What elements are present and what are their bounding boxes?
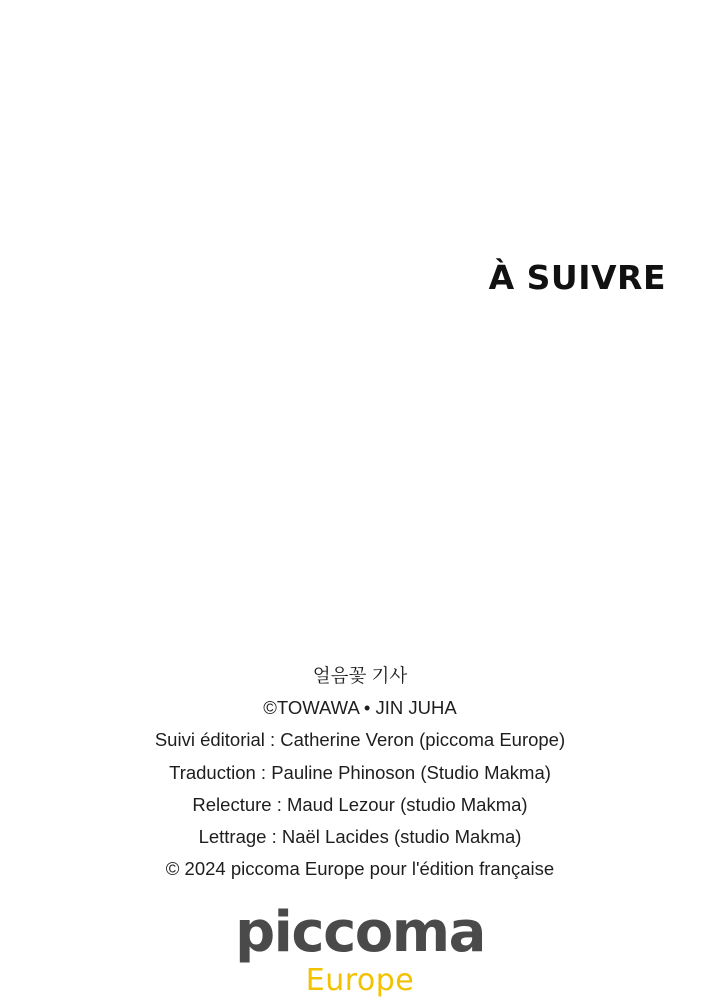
- to-be-continued-text: À SUIVRE: [488, 258, 666, 297]
- logo-subtitle: Europe: [305, 963, 415, 998]
- credit-lettering: Lettrage : Naël Lacides (studio Makma): [198, 825, 522, 847]
- credit-proofreading: Relecture : Maud Lezour (studio Makma): [192, 793, 528, 815]
- logo-wordmark: piccoma: [235, 900, 485, 965]
- original-title: 얼음꽃 기사: [312, 665, 408, 686]
- copyright-edition: © 2024 piccoma Europe pour l'édition française: [165, 858, 555, 880]
- credit-editorial: Suivi éditorial : Catherine Veron (piccoma Europe): [154, 729, 566, 751]
- piccoma-europe-logo: [0, 900, 720, 998]
- credits-block: [0, 660, 720, 885]
- credit-translation: Traduction : Pauline Phinoson (Studio Makma): [169, 761, 551, 783]
- copyright-authors: ©TOWAWA • JIN JUHA: [263, 697, 457, 719]
